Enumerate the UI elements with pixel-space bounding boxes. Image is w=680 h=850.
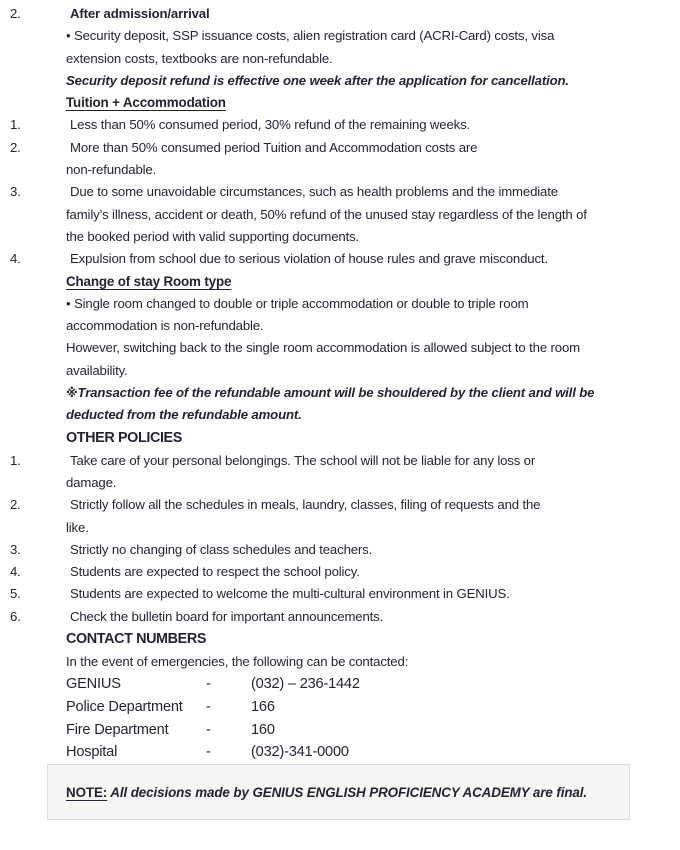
contact-dash: -: [206, 698, 211, 715]
contact-numbers-heading: CONTACT NUMBERS: [66, 631, 207, 648]
contact-dash: -: [206, 721, 211, 738]
other-policies-heading: OTHER POLICIES: [66, 429, 182, 446]
list-number: 2.: [10, 6, 21, 21]
change-of-stay-bullet-line-2: accommodation is non-refundable.: [66, 318, 264, 334]
tuition-item-2-cont: non-refundable.: [66, 162, 157, 178]
list-text: Take care of your personal belongings. The school will not be liable for any loss or: [70, 452, 536, 468]
change-of-stay-bullet-line-1: • Single room changed to double or triple accommodation or double to triple room: [66, 295, 529, 311]
note-body: All decisions made by GENIUS ENGLISH PROFICIENCY ACADEMY are final.: [107, 784, 587, 800]
change-of-stay-heading: Change of stay Room type: [66, 273, 232, 289]
list-text: Strictly follow all the schedules in meals, laundry, classes, filing of requests and the: [70, 497, 541, 513]
list-item-after-admission: [0, 3, 680, 25]
note-label: NOTE:: [66, 784, 108, 800]
note-text: [66, 785, 587, 800]
list-number: 2.: [10, 139, 21, 155]
tuition-item-3-cont-1: family’s illness, accident or death, 50% refund of the unused stay regardless of the length of: [66, 206, 587, 222]
list-number: 3.: [10, 541, 21, 557]
tuition-item-4: [0, 248, 680, 270]
table-row: [66, 719, 360, 742]
transaction-fee-text: Transaction fee of the refundable amount will be shouldered by the client and will be: [77, 385, 595, 401]
reference-mark-icon: ※: [66, 386, 78, 401]
other-policies-item-2-cont: like.: [66, 519, 89, 535]
table-row: [66, 696, 360, 719]
other-policies-item-1: [0, 450, 680, 472]
after-admission-title: After admission/arrival: [70, 6, 210, 21]
table-row: [66, 741, 360, 764]
other-policies-item-3: [0, 539, 680, 561]
contact-numbers-intro: In the event of emergencies, the following can be contacted:: [66, 654, 409, 670]
security-deposit-emphasis: Security deposit refund is effective one week after the application for cancellation.: [66, 72, 569, 88]
change-of-stay-however-line-2: availability.: [66, 362, 128, 378]
list-text: Students are expected to respect the school policy.: [70, 564, 360, 580]
transaction-fee-notice-line-2: deducted from the refundable amount.: [66, 407, 302, 423]
list-text: Expulsion from school due to serious violation of house rules and grave misconduct.: [70, 251, 548, 267]
other-policies-item-2: [0, 494, 680, 516]
contact-label: Fire Department: [66, 721, 169, 738]
contact-dash: -: [206, 744, 211, 761]
change-of-stay-however-line-1: However, switching back to the single room accommodation is allowed subject to the room: [66, 340, 580, 356]
after-admission-bullet-line-1: • Security deposit, SSP issuance costs, alien registration card (ACRI-Card) costs, visa: [66, 28, 555, 44]
contact-dash: -: [206, 676, 211, 693]
list-number: 3.: [10, 184, 21, 200]
tuition-accommodation-heading: Tuition + Accommodation: [66, 95, 226, 111]
contact-numbers-table: [66, 673, 360, 763]
contact-label: Hospital: [66, 744, 118, 761]
list-text: More than 50% consumed period Tuition and Accommodation costs are: [70, 139, 478, 155]
list-number: 1.: [10, 452, 21, 468]
tuition-accommodation-heading-wrap: [0, 92, 680, 114]
change-of-stay-heading-wrap: [0, 271, 680, 293]
list-number: 4.: [10, 564, 21, 580]
other-policies-item-5: [0, 583, 680, 605]
note-box: [47, 764, 630, 820]
contact-value: (032)-341-0000: [251, 744, 349, 761]
list-text: Strictly no changing of class schedules and teachers.: [70, 541, 373, 557]
tuition-item-3: [0, 181, 680, 203]
other-policies-item-4: [0, 561, 680, 583]
tuition-item-1: [0, 114, 680, 136]
list-text: Check the bulletin board for important announcements.: [70, 608, 384, 624]
list-number: 6.: [10, 608, 21, 624]
list-number: 4.: [10, 251, 21, 267]
contact-value: 160: [251, 721, 275, 738]
tuition-item-3-cont-2: the booked period with valid supporting documents.: [66, 228, 360, 244]
list-text: Due to some unavoidable circumstances, such as health problems and the immediate: [70, 184, 558, 200]
other-policies-item-1-cont: damage.: [66, 474, 117, 490]
list-number: 2.: [10, 497, 21, 513]
tuition-item-2: [0, 137, 680, 159]
contact-label: GENIUS: [66, 676, 121, 693]
contact-label: Police Department: [66, 698, 183, 715]
after-admission-bullet-line-2: extension costs, textbooks are non-refundable.: [66, 50, 333, 66]
other-policies-item-6: [0, 606, 680, 628]
list-number: 1.: [10, 117, 21, 133]
table-row: [66, 673, 360, 696]
list-text: Less than 50% consumed period, 30% refund of the remaining weeks.: [70, 117, 471, 133]
contact-value: (032) – 236-1442: [251, 676, 360, 693]
list-text: Students are expected to welcome the multi-cultural environment in GENIUS.: [70, 586, 510, 602]
transaction-fee-notice-line-1: [66, 382, 680, 404]
contact-value: 166: [251, 698, 275, 715]
list-number: 5.: [10, 586, 21, 602]
